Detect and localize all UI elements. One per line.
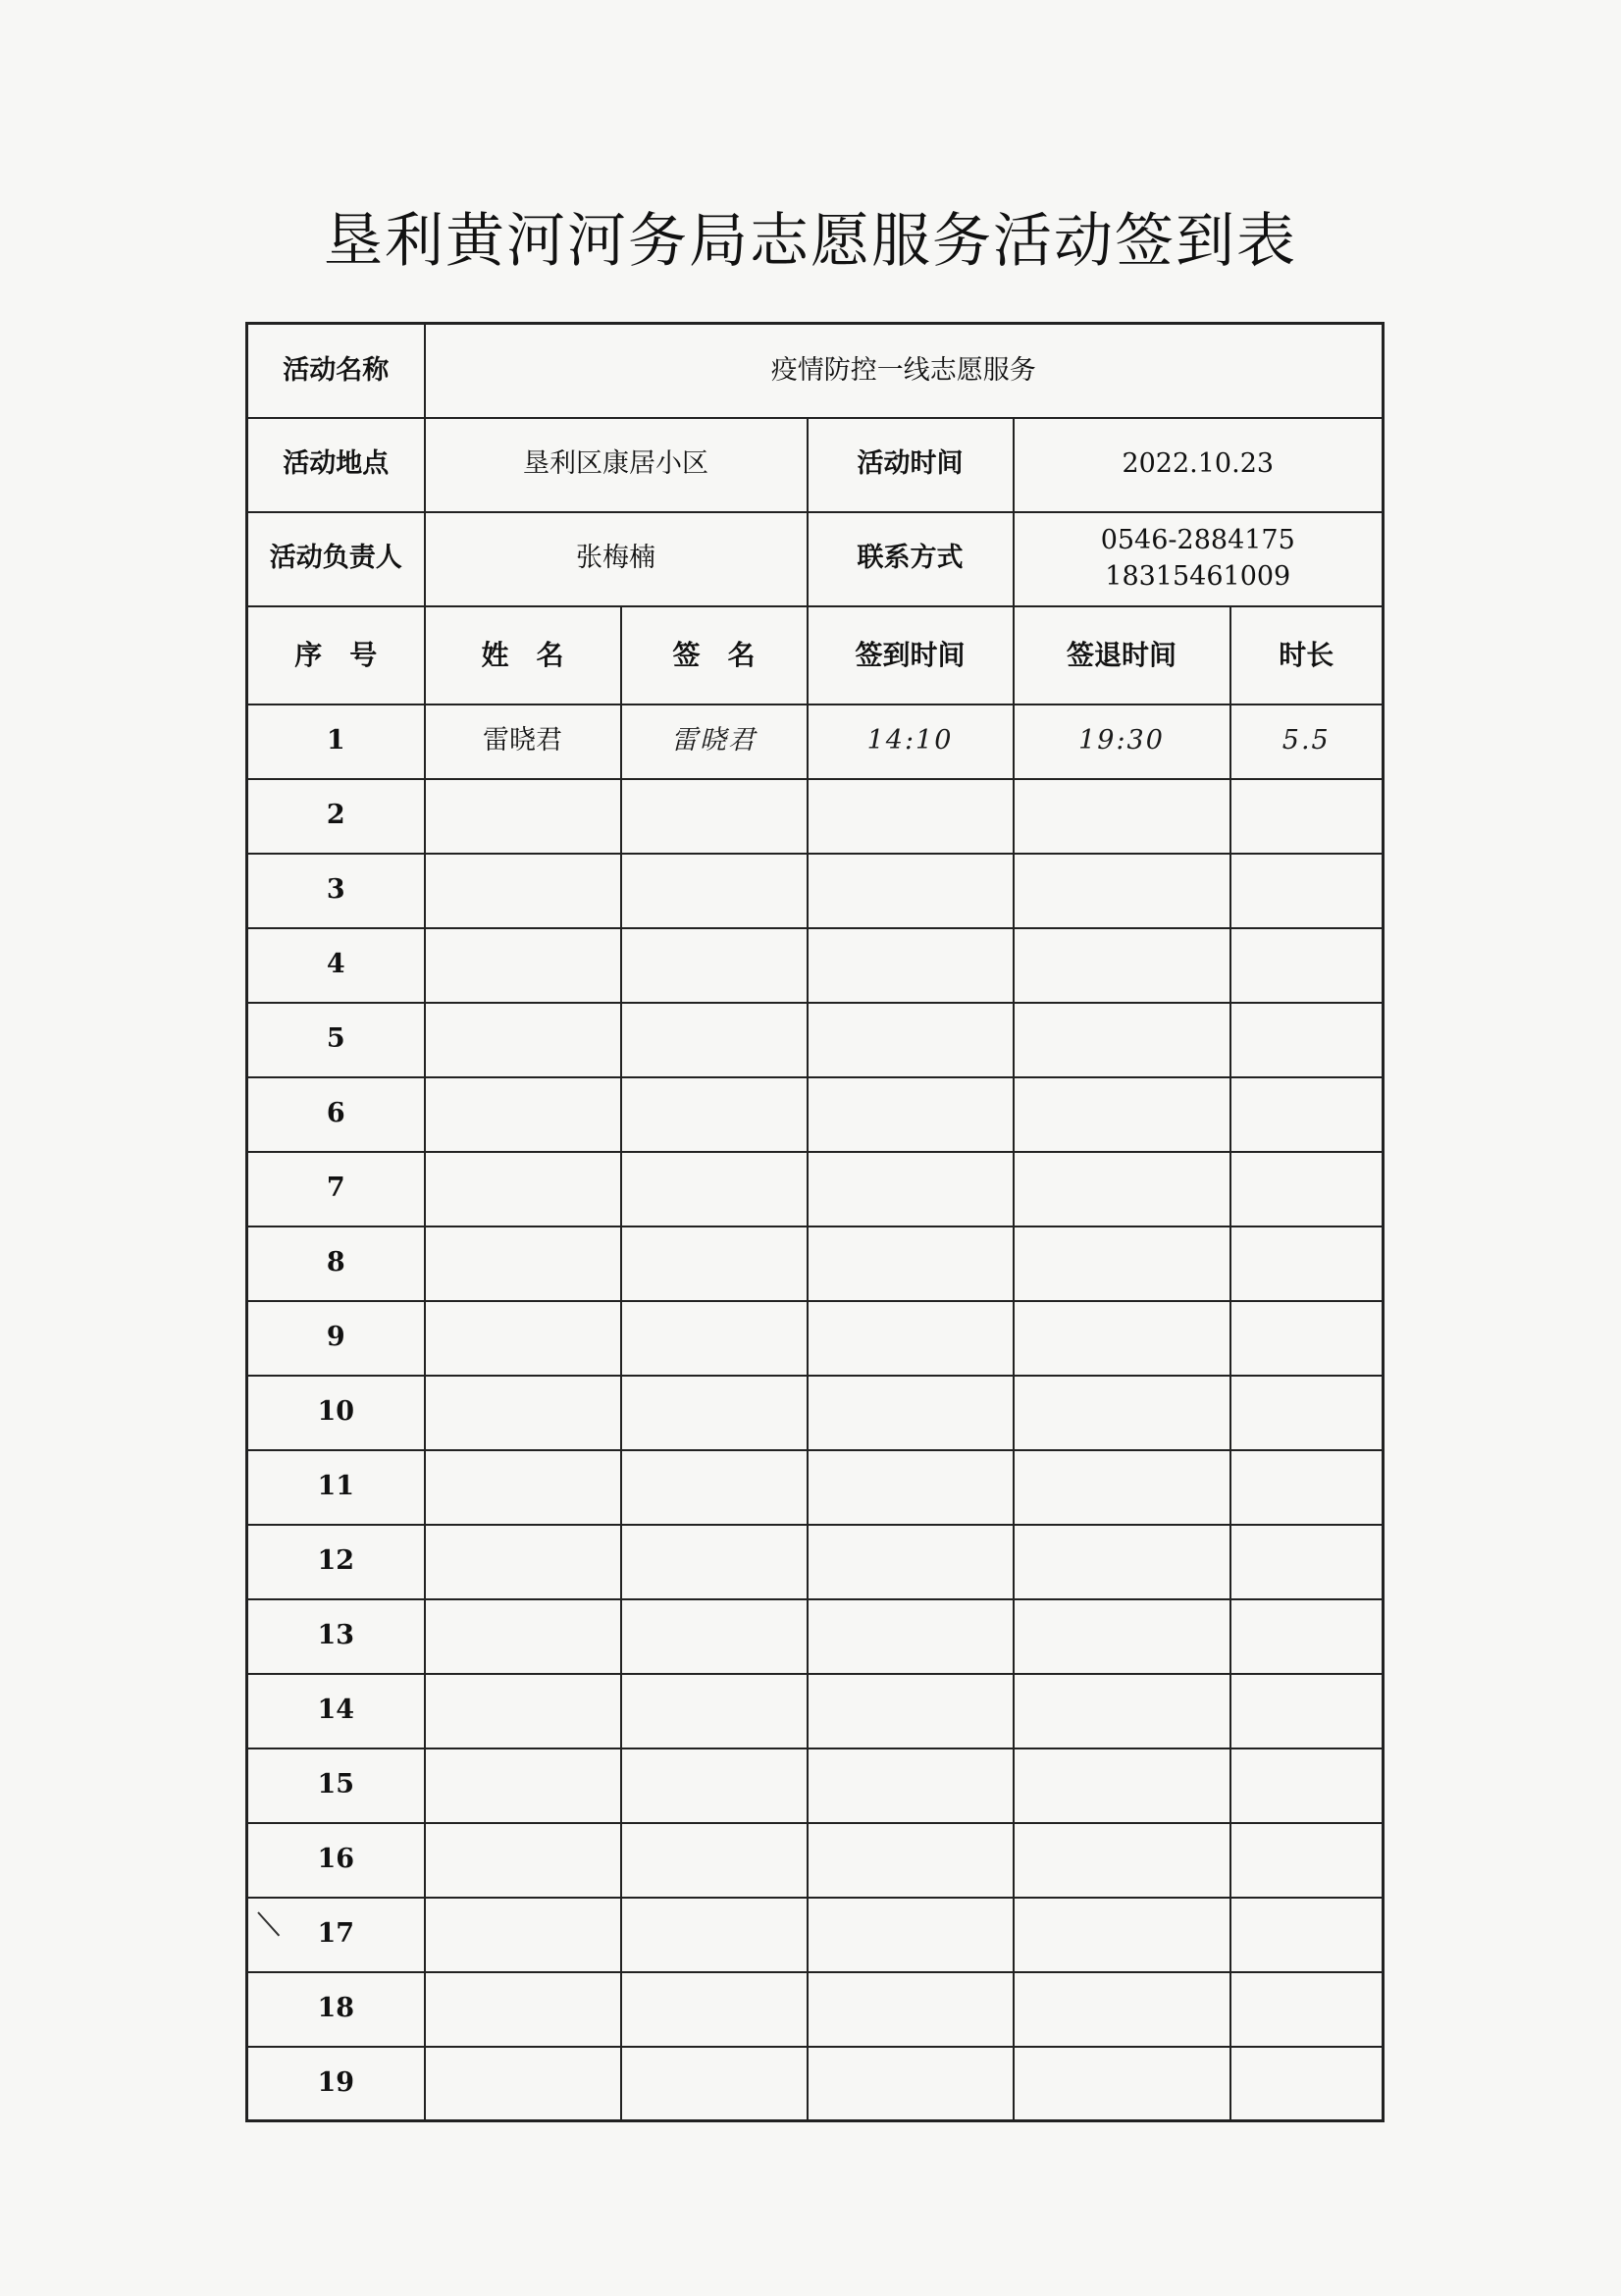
time-label: 活动时间 — [808, 418, 1014, 512]
row-number: 11 — [247, 1450, 425, 1525]
row-signature — [621, 928, 808, 1003]
row-name — [425, 1152, 621, 1226]
table-row — [247, 1972, 1384, 2047]
row-sign-in — [808, 2047, 1014, 2121]
page-title: 垦利黄河河务局志愿服务活动签到表 — [324, 207, 1297, 276]
row-name — [425, 1450, 621, 1525]
row-number: 17 — [247, 1898, 425, 1972]
row-sign-out — [1014, 1599, 1230, 1674]
row-sign-in — [808, 1898, 1014, 1972]
row-signature — [621, 1301, 808, 1376]
row-number: 6 — [247, 1077, 425, 1152]
header-sign-out: 签退时间 — [1014, 606, 1230, 704]
row-number: 3 — [247, 854, 425, 928]
row-sign-out — [1014, 1450, 1230, 1525]
row-signature — [621, 1152, 808, 1226]
row-name — [425, 1376, 621, 1450]
location-value: 垦利区康居小区 — [425, 418, 808, 512]
row-sign-in — [808, 779, 1014, 854]
row-number: 16 — [247, 1823, 425, 1898]
row-name — [425, 1301, 621, 1376]
leader-label: 活动负责人 — [247, 512, 425, 606]
table-row — [247, 1226, 1384, 1301]
row-signature — [621, 1748, 808, 1823]
row-sign-in — [808, 854, 1014, 928]
row-sign-in — [808, 1152, 1014, 1226]
row-signature — [621, 1525, 808, 1599]
row-sign-out — [1014, 1674, 1230, 1748]
row-signature — [621, 1003, 808, 1077]
row-number: 5 — [247, 1003, 425, 1077]
row-duration — [1230, 1226, 1384, 1301]
row-number: 1 — [247, 704, 425, 779]
row-number: 2 — [247, 779, 425, 854]
row-duration — [1230, 1898, 1384, 1972]
row-sign-in — [808, 1972, 1014, 2047]
table-row — [247, 1599, 1384, 1674]
row-name — [425, 1077, 621, 1152]
row-name: 雷晓君 — [425, 704, 621, 779]
location-time-row — [247, 418, 1384, 512]
row-duration — [1230, 1301, 1384, 1376]
row-sign-out — [1014, 1898, 1230, 1972]
row-sign-out — [1014, 2047, 1230, 2121]
row-duration — [1230, 928, 1384, 1003]
row-duration — [1230, 2047, 1384, 2121]
table-row — [247, 1301, 1384, 1376]
header-sign-in: 签到时间 — [808, 606, 1014, 704]
row-signature — [621, 1450, 808, 1525]
activity-name-label: 活动名称 — [247, 324, 425, 418]
header-no: 序 号 — [247, 606, 425, 704]
row-sign-out — [1014, 1077, 1230, 1152]
table-row — [247, 2047, 1384, 2121]
row-duration — [1230, 1152, 1384, 1226]
row-sign-out — [1014, 779, 1230, 854]
row-name — [425, 1972, 621, 2047]
row-name — [425, 1003, 621, 1077]
row-name — [425, 1898, 621, 1972]
row-name — [425, 1525, 621, 1599]
row-sign-out — [1014, 1003, 1230, 1077]
row-signature — [621, 1972, 808, 2047]
table-row — [247, 1450, 1384, 1525]
row-sign-out — [1014, 1226, 1230, 1301]
header-name: 姓 名 — [425, 606, 621, 704]
table-row — [247, 1077, 1384, 1152]
row-duration — [1230, 779, 1384, 854]
row-sign-in: 14:10 — [808, 704, 1014, 779]
leader-contact-row — [247, 512, 1384, 606]
row-number: 18 — [247, 1972, 425, 2047]
row-duration — [1230, 1972, 1384, 2047]
leader-value: 张梅楠 — [425, 512, 808, 606]
table-row — [247, 1823, 1384, 1898]
row-number: 19 — [247, 2047, 425, 2121]
row-number: 4 — [247, 928, 425, 1003]
row-sign-in — [808, 1376, 1014, 1450]
row-sign-in — [808, 928, 1014, 1003]
contact-phone-2: 18315461009 — [1105, 560, 1291, 592]
row-signature — [621, 1674, 808, 1748]
row-name — [425, 928, 621, 1003]
table-row — [247, 704, 1384, 779]
row-duration: 5.5 — [1230, 704, 1384, 779]
row-number: 10 — [247, 1376, 425, 1450]
row-number: 8 — [247, 1226, 425, 1301]
row-signature — [621, 1226, 808, 1301]
row-sign-in — [808, 1525, 1014, 1599]
activity-name-value: 疫情防控一线志愿服务 — [425, 324, 1384, 418]
row-duration — [1230, 854, 1384, 928]
contact-phone-1: 0546-2884175 — [1100, 525, 1295, 556]
row-sign-in — [808, 1674, 1014, 1748]
row-sign-out — [1014, 1748, 1230, 1823]
row-sign-in — [808, 1450, 1014, 1525]
row-name — [425, 2047, 621, 2121]
row-duration — [1230, 1003, 1384, 1077]
row-sign-out — [1014, 928, 1230, 1003]
table-row — [247, 1525, 1384, 1599]
time-value: 2022.10.23 — [1014, 418, 1384, 512]
header-duration: 时长 — [1230, 606, 1384, 704]
row-sign-out — [1014, 854, 1230, 928]
row-sign-out — [1014, 1972, 1230, 2047]
row-number: 9 — [247, 1301, 425, 1376]
row-duration — [1230, 1823, 1384, 1898]
row-sign-out — [1014, 1525, 1230, 1599]
row-duration — [1230, 1376, 1384, 1450]
row-sign-in — [808, 1599, 1014, 1674]
row-number: 13 — [247, 1599, 425, 1674]
contact-label: 联系方式 — [808, 512, 1014, 606]
row-number: 12 — [247, 1525, 425, 1599]
activity-name-row — [247, 324, 1384, 418]
row-name — [425, 779, 621, 854]
row-duration — [1230, 1599, 1384, 1674]
row-sign-in — [808, 1748, 1014, 1823]
row-sign-in — [808, 1003, 1014, 1077]
row-signature — [621, 1376, 808, 1450]
row-sign-in — [808, 1823, 1014, 1898]
row-sign-in — [808, 1301, 1014, 1376]
table-header-row — [247, 606, 1384, 704]
row-sign-out: 19:30 — [1014, 704, 1230, 779]
row-name — [425, 1226, 621, 1301]
row-sign-out — [1014, 1376, 1230, 1450]
row-signature — [621, 1599, 808, 1674]
row-name — [425, 1748, 621, 1823]
row-sign-out — [1014, 1152, 1230, 1226]
row-signature — [621, 2047, 808, 2121]
table-row — [247, 1898, 1384, 1972]
row-signature: 雷晓君 — [621, 704, 808, 779]
row-duration — [1230, 1674, 1384, 1748]
row-name — [425, 1674, 621, 1748]
row-duration — [1230, 1525, 1384, 1599]
row-sign-out — [1014, 1823, 1230, 1898]
row-duration — [1230, 1450, 1384, 1525]
row-number: 15 — [247, 1748, 425, 1823]
header-signature: 签 名 — [621, 606, 808, 704]
row-name — [425, 854, 621, 928]
table-row — [247, 1376, 1384, 1450]
row-duration — [1230, 1748, 1384, 1823]
table-row — [247, 779, 1384, 854]
row-sign-in — [808, 1226, 1014, 1301]
table-row — [247, 1674, 1384, 1748]
row-duration — [1230, 1077, 1384, 1152]
row-name — [425, 1599, 621, 1674]
location-label: 活动地点 — [247, 418, 425, 512]
contact-value — [1014, 512, 1384, 606]
row-name — [425, 1823, 621, 1898]
row-number: 7 — [247, 1152, 425, 1226]
row-signature — [621, 1823, 808, 1898]
table-row — [247, 854, 1384, 928]
table-row — [247, 928, 1384, 1003]
row-sign-in — [808, 1077, 1014, 1152]
row-number: 14 — [247, 1674, 425, 1748]
row-signature — [621, 1898, 808, 1972]
sign-in-sheet — [245, 322, 1385, 2122]
table-row — [247, 1748, 1384, 1823]
table-row — [247, 1003, 1384, 1077]
row-signature — [621, 854, 808, 928]
row-sign-out — [1014, 1301, 1230, 1376]
row-signature — [621, 779, 808, 854]
table-row — [247, 1152, 1384, 1226]
row-signature — [621, 1077, 808, 1152]
